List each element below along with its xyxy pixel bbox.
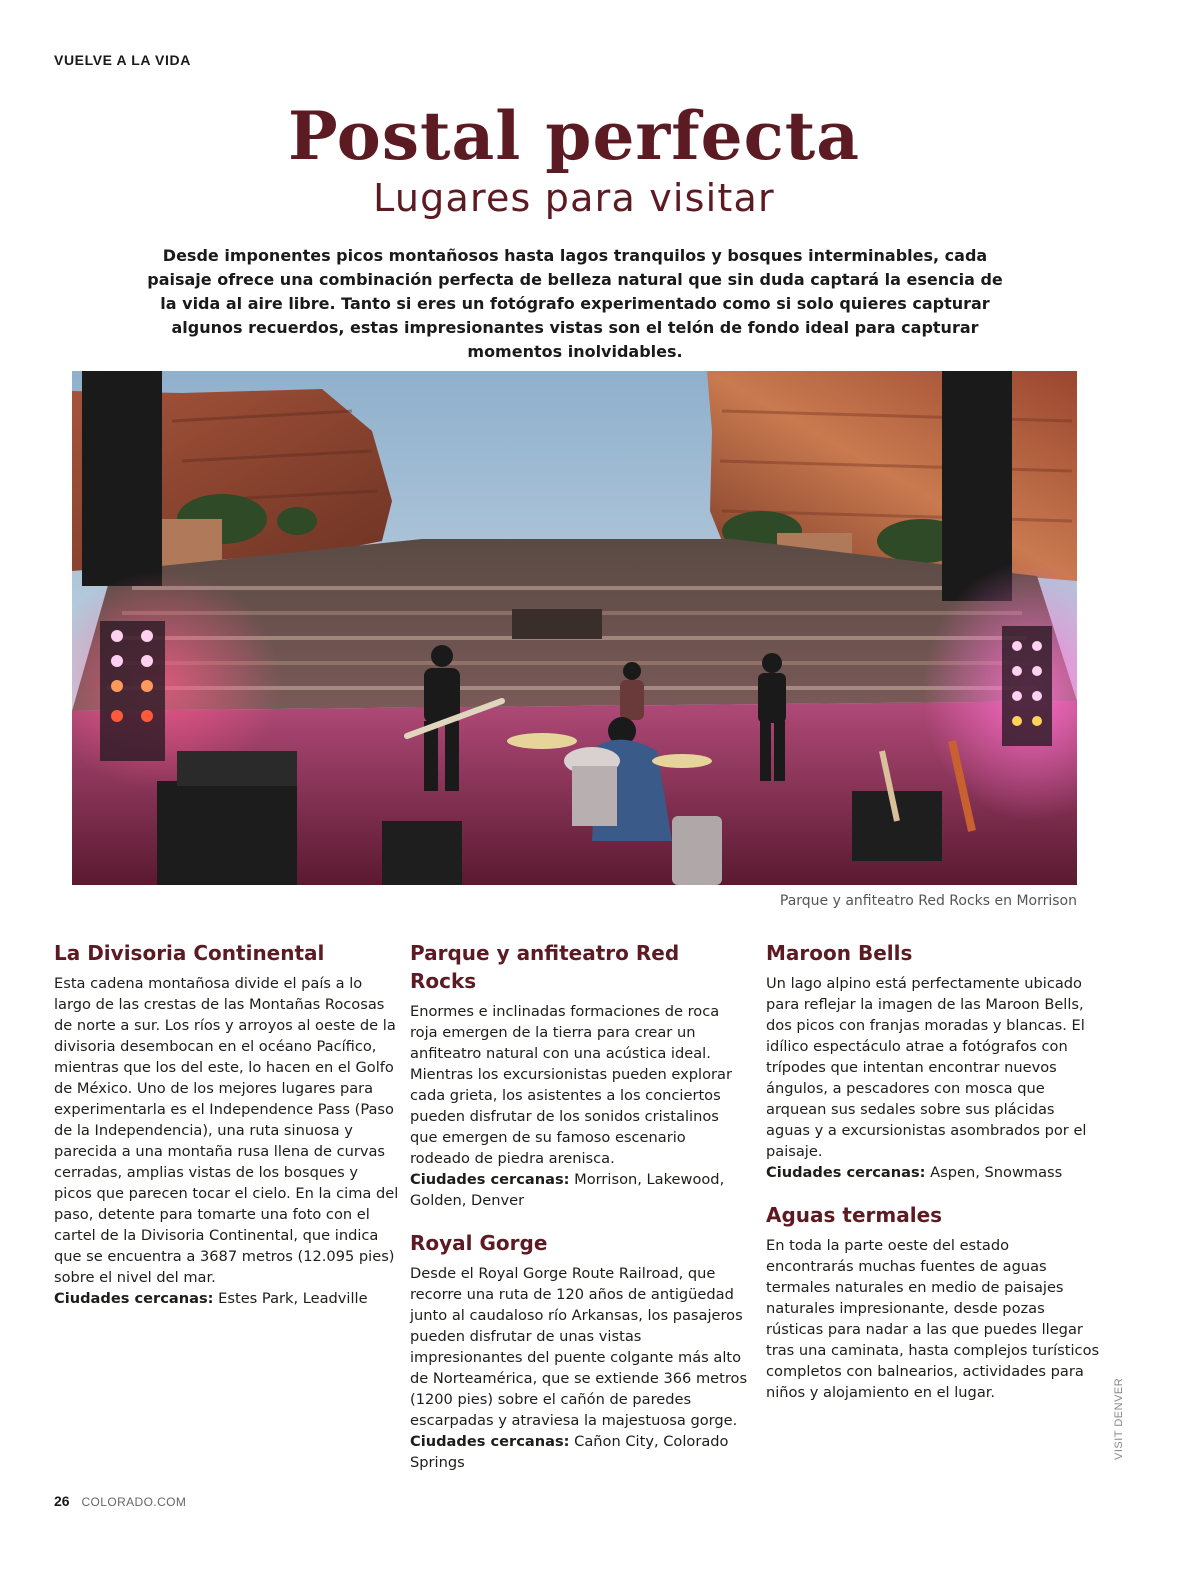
nearby-cities-label: Ciudades cercanas: [410,1171,570,1188]
column-left [54,939,399,1327]
article-maroonbells [766,939,1101,1183]
column-right [766,939,1101,1421]
article-heading: Royal Gorge [410,1231,548,1255]
intro-paragraph: Desde imponentes picos montañosos hasta lagos tranquilos y bosques interminables, cada paisaje ofrece una combinación perfecta de belleza natural que sin duda captará la esencia de la vida al aire libre. Tanto si eres un fotógrafo experimentado como si solo quieres capturar algunos recuerdos, estas impresionantes vistas son el telón de fondo ideal para capturar momentos inolvidables. [147,246,1003,361]
article-heading: Parque y anfiteatro Red Rocks [410,941,680,993]
photo-credit: VISIT DENVER [1113,1377,1125,1460]
nearby-cities-label: Ciudades cercanas: [54,1290,214,1307]
photo-caption: Parque y anfiteatro Red Rocks en Morrison [779,893,1077,909]
nearby-cities: Estes Park, Leadville [218,1290,368,1307]
column-middle [410,939,750,1491]
nearby-cities: Morrison, Lakewood, Golden, Denver [410,1171,725,1209]
page-title: Postal perfecta [287,97,861,175]
nearby-cities: Cañon City, Colorado Springs [410,1433,729,1471]
article-body: Enormes e inclinadas formaciones de roca roja emergen de la tierra para crear un anfiteatro natural con una acústica ideal. Mientras los excursionistas pueden explorar cada grieta, los asistentes a los conciertos pueden disfrutar de los sonidos cristalinos que emergen de su famoso escenario rodeado de piedra arenisca. [410,1003,732,1167]
page-number: 26 [54,1493,70,1509]
section-label: VUELVE A LA VIDA [54,52,191,68]
article-divisoria [54,939,399,1309]
site-name: COLORADO.COM [81,1495,187,1509]
article-termales [766,1201,1101,1403]
article-body: Esta cadena montañosa divide el país a lo largo de las crestas de las Montañas Rocosas de norte a sur. Los ríos y arroyos al oeste de la divisoria desembocan en el océano Pacífico, mientras que los del este, lo hacen en el Golfo de México. Uno de los mejores lugares para experimentarla es el Independence Pass (Paso de la Independencia), una ruta sinuosa y parecida a una montaña rusa llena de curvas cerradas, amplias vistas de los bosques y picos que parecen tocar el cielo. En la cima del paso, detente para tomarte una foto con el cartel de la Divisoria Continental, que indica que se encuentra a 3687 metros (12.095 pies) sobre el nivel del mar. [54,975,399,1286]
article-body: Desde el Royal Gorge Route Railroad, que recorre una ruta de 120 años de antigüedad junto al caudaloso río Arkansas, los pasajeros pueden disfrutar de unas vistas impresionantes del puente colgante más alto de Norteamérica, que se extiende 366 metros (1200 pies) sobre el cañón de paredes escarpadas y atraviesa la majestuosa gorge. [410,1265,748,1429]
nearby-cities-label: Ciudades cercanas: [410,1433,570,1450]
red-rocks-concert-photo [72,371,1077,885]
page-subtitle: Lugares para visitar [373,176,775,220]
article-royalgorge [410,1229,750,1473]
article-heading: La Divisoria Continental [54,941,325,965]
article-body: Un lago alpino está perfectamente ubicado para reflejar la imagen de las Maroon Bells, dos picos con franjas moradas y blancas. El idílico espectáculo atrae a fotógrafos con trípodes que intentan encontrar nuevos ángulos, a pescadores con mosca que arquean sus sedales sobre sus plácidas aguas y a excursionistas asombrados por el paisaje. [766,975,1087,1160]
article-heading: Aguas termales [766,1203,943,1227]
page-footer [54,1493,186,1509]
article-redrocks [410,939,750,1211]
nearby-cities: Aspen, Snowmass [930,1164,1063,1181]
nearby-cities-label: Ciudades cercanas: [766,1164,926,1181]
article-body: En toda la parte oeste del estado encontrarás muchas fuentes de aguas termales naturales en medio de paisajes naturales impresionante, desde pozas rústicas para nadar a las que puedes llegar tras una caminata, hasta complejos turísticos completos con balnearios, actividades para niños y alojamiento en el lugar. [766,1237,1100,1401]
article-heading: Maroon Bells [766,941,913,965]
